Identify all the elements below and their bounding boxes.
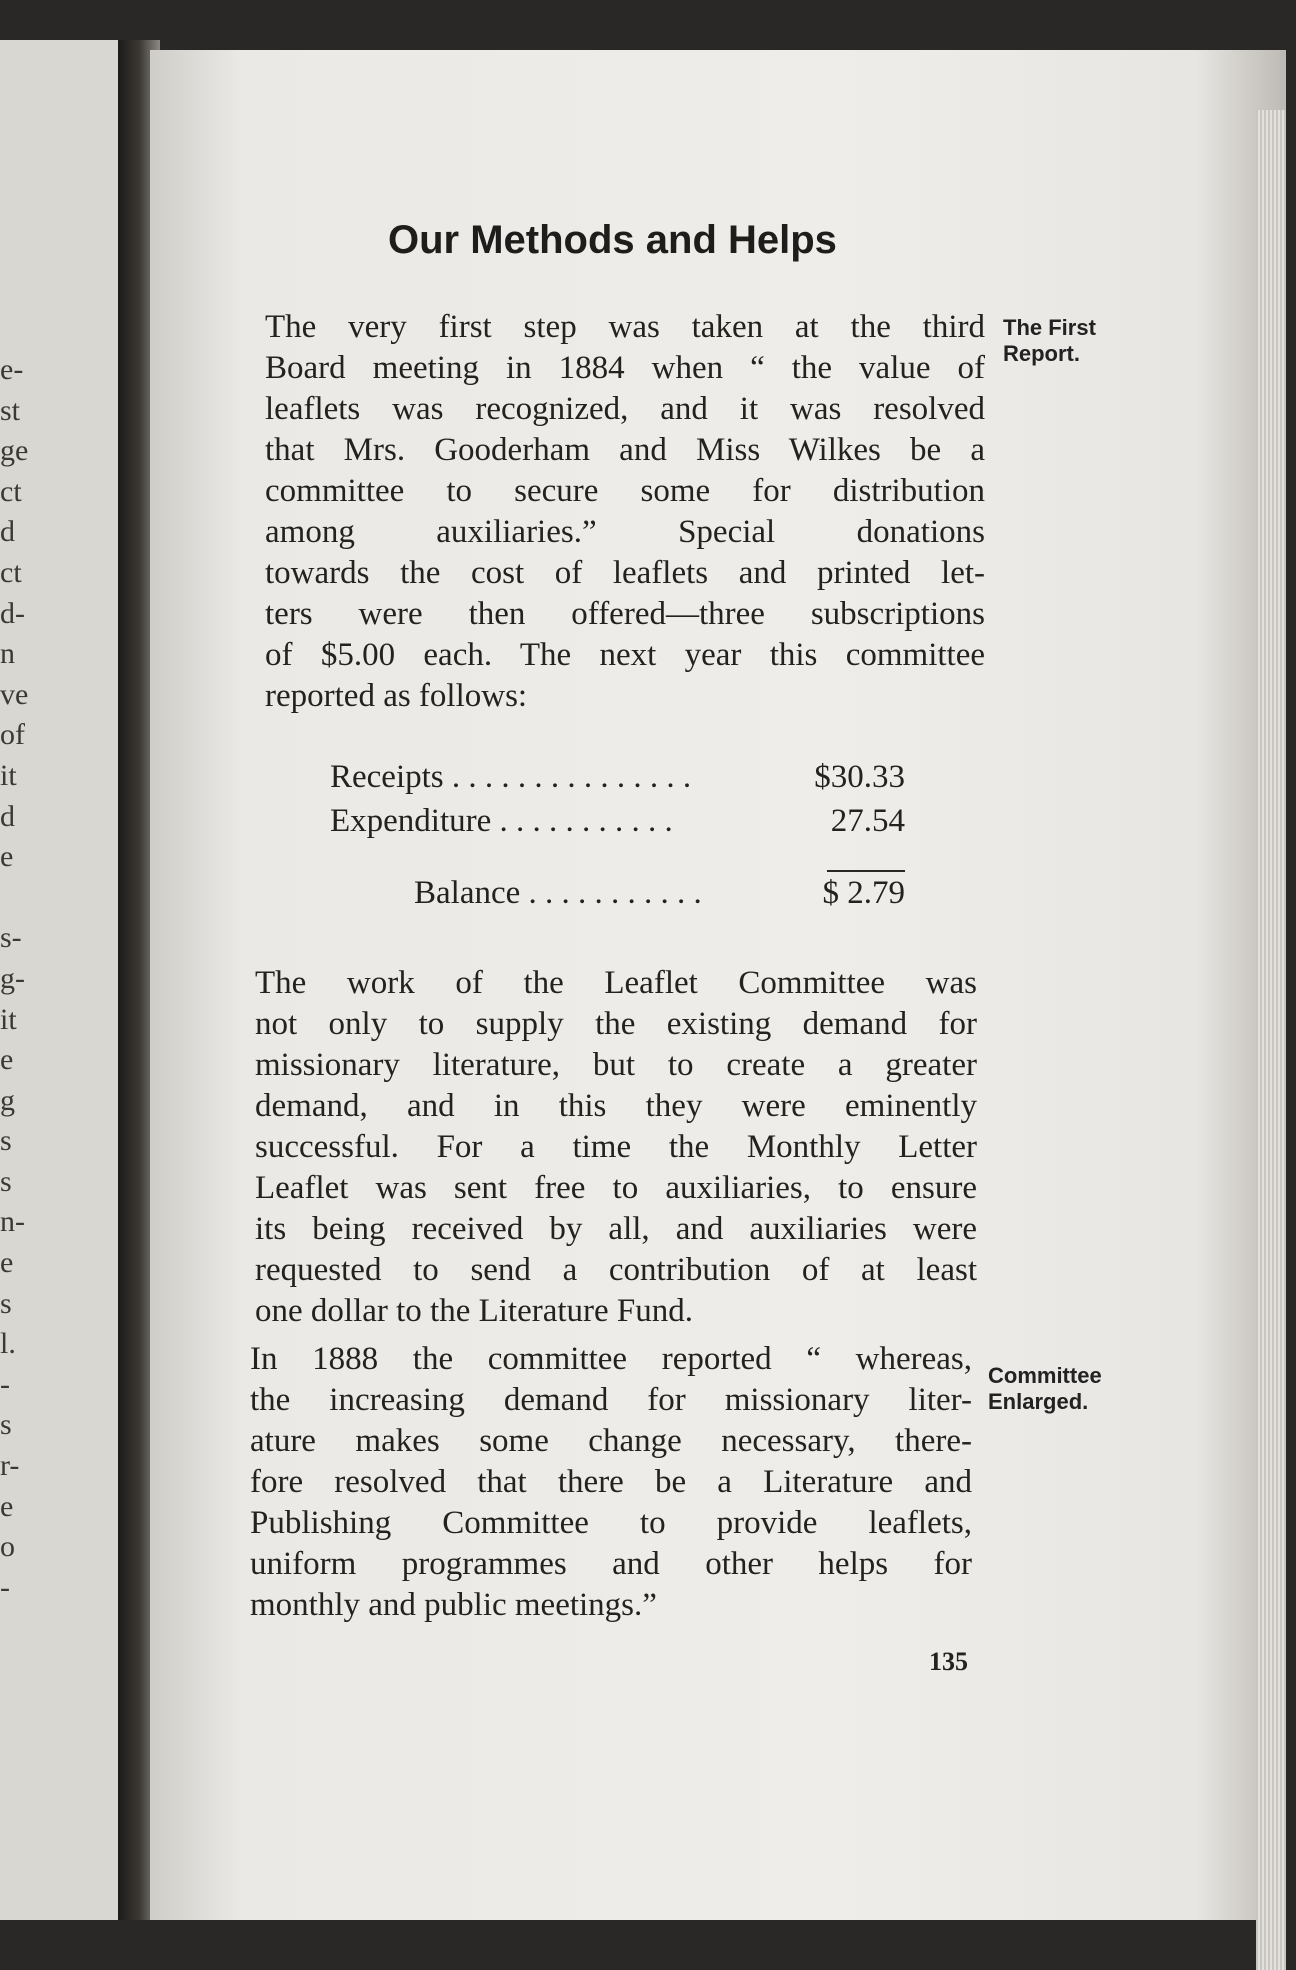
margin-note-committee-enlarged	[988, 1363, 1102, 1415]
left-page-fragment: ge	[0, 434, 29, 468]
left-page-fragment: e-	[0, 353, 24, 386]
receipts-row	[330, 755, 905, 799]
text-line: of $5.00 each. The next year this committee	[265, 637, 985, 673]
text-line: not only to supply the existing demand for	[255, 1006, 977, 1042]
page-title: Our Methods and Helps	[388, 218, 837, 262]
left-page-fragment: ve	[0, 677, 29, 711]
left-page-fragment: -	[0, 1367, 10, 1401]
left-page-fragment: o	[0, 1530, 15, 1564]
expenditure-value: 27.54	[830, 803, 905, 839]
left-page-fragment: ct	[0, 555, 22, 589]
receipts-label: Receipts . . . . . . . . . . . . . . .	[330, 759, 692, 795]
text-line: among auxiliaries.” Special donations	[265, 514, 985, 550]
expenditure-label: Expenditure . . . . . . . . . . .	[330, 803, 673, 839]
paragraph-first-step	[265, 307, 985, 717]
left-page-fragment: e	[0, 1489, 14, 1523]
left-page	[0, 40, 128, 1920]
left-page-fragment: st	[0, 393, 21, 427]
text-line: Board meeting in 1884 when “ the value of	[265, 350, 985, 386]
text-line: The very first step was taken at the third	[265, 309, 985, 345]
text-line: demand, and in this they were eminently	[255, 1088, 977, 1124]
left-page-text-fragments	[0, 350, 40, 1608]
left-page-fragment: e	[0, 840, 14, 874]
left-page-fragment: -	[0, 1570, 10, 1604]
balance-row	[330, 871, 905, 915]
left-page-fragment: d	[0, 799, 15, 833]
left-page-fragment: g	[0, 1083, 15, 1117]
left-page-fragment: n-	[0, 1205, 25, 1239]
left-page-fragment: d-	[0, 596, 25, 630]
page-number: 135	[929, 1647, 968, 1676]
text-line: fore resolved that there be a Literature and	[250, 1464, 972, 1500]
text-line: monthly and public meetings.”	[250, 1587, 657, 1623]
left-page-fragment: it	[0, 1002, 17, 1036]
left-page-fragment: s	[0, 1408, 12, 1442]
margin-note-line: Committee	[988, 1363, 1102, 1388]
text-line: reported as follows:	[265, 678, 528, 714]
left-page-fragment: n	[0, 637, 15, 671]
left-page-fragment: s	[0, 1286, 12, 1320]
text-line: successful. For a time the Monthly Letter	[255, 1129, 977, 1165]
left-page-fragment: s	[0, 1164, 12, 1198]
left-page-fragment: s-	[0, 921, 22, 955]
left-page-fragment: r-	[0, 1449, 20, 1483]
text-line: missionary literature, but to create a greater	[255, 1047, 977, 1083]
left-page-fragment: s	[0, 1124, 12, 1158]
text-line: one dollar to the Literature Fund.	[255, 1293, 694, 1329]
left-page-fragment: e	[0, 1043, 14, 1077]
left-page-fragment: e	[0, 1246, 14, 1280]
text-line: leaflets was recognized, and it was resolved	[265, 391, 985, 427]
margin-note-line: Report.	[1003, 341, 1080, 366]
page-fore-edge	[1256, 110, 1286, 1970]
left-page-fragment: l.	[0, 1327, 16, 1361]
text-line: The work of the Leaflet Committee was	[255, 965, 977, 1001]
text-line: towards the cost of leaflets and printed let-	[265, 555, 985, 591]
expenditure-row	[330, 799, 905, 843]
text-line: requested to send a contribution of at least	[255, 1252, 977, 1288]
balance-value: $ 2.79	[822, 875, 905, 911]
left-page-fragment: d	[0, 515, 15, 549]
paragraph-leaflet-committee	[255, 963, 977, 1332]
text-line: Leaflet was sent free to auxiliaries, to ensure	[255, 1170, 977, 1206]
left-page-fragment: ct	[0, 474, 22, 508]
left-page-fragment	[0, 878, 40, 919]
left-page-fragment: of	[0, 718, 25, 752]
receipts-value: $30.33	[814, 759, 905, 795]
margin-note-line: The First	[1003, 315, 1096, 340]
text-line: committee to secure some for distribution	[265, 473, 985, 509]
text-line: that Mrs. Gooderham and Miss Wilkes be a	[265, 432, 985, 468]
financial-report	[330, 755, 905, 915]
text-line: the increasing demand for missionary liter-	[250, 1382, 972, 1418]
text-line: In 1888 the committee reported “ whereas,	[250, 1341, 972, 1377]
text-line: Publishing Committee to provide leaflets,	[250, 1505, 972, 1541]
left-page-fragment: it	[0, 758, 17, 792]
left-page-fragment: g-	[0, 961, 25, 995]
paragraph-1888-report	[250, 1339, 972, 1626]
text-line: ters were then offered—three subscriptions	[265, 596, 985, 632]
text-line: ature makes some change necessary, there-	[250, 1423, 972, 1459]
text-line: its being received by all, and auxiliaries were	[255, 1211, 977, 1247]
margin-note-first-report	[1003, 315, 1096, 367]
margin-note-line: Enlarged.	[988, 1389, 1089, 1414]
text-line: uniform programmes and other helps for	[250, 1546, 972, 1582]
balance-label: Balance . . . . . . . . . . .	[414, 875, 702, 911]
